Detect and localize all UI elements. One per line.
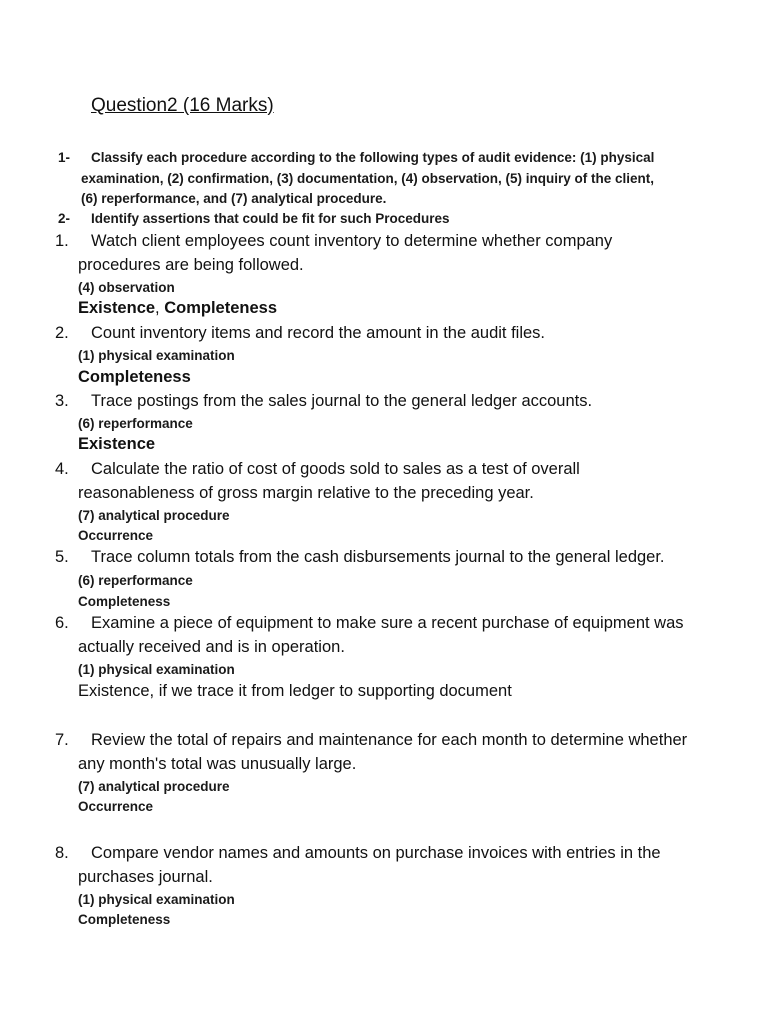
item-6-number: 6. <box>55 614 69 632</box>
item-4-line-2: reasonableness of gross margin relative to the preceding year. <box>78 484 534 502</box>
item-6-line-2: actually received and is in operation. <box>78 638 345 656</box>
item-1-line-2: procedures are being followed. <box>78 256 304 274</box>
item-7-line-1: Review the total of repairs and maintenance for each month to determine whether <box>91 731 688 749</box>
instruction-1-line-2: examination, (2) confirmation, (3) documentation, (4) observation, (5) inquiry of the client, <box>81 171 655 186</box>
item-8-line-1: Compare vendor names and amounts on purchase invoices with entries in the <box>91 844 661 862</box>
item-1-assertion-a: Existence <box>78 299 156 317</box>
item-5-number: 5. <box>55 548 69 566</box>
item-5-assertion: Completeness <box>78 594 171 609</box>
item-1-line-1: Watch client employees count inventory to determine whether company <box>91 232 613 250</box>
item-2-number: 2. <box>55 324 69 342</box>
instruction-2-line-1: Identify assertions that could be fit for such Procedures <box>91 211 450 226</box>
instruction-2-number: 2- <box>58 211 71 226</box>
item-4-line-1: Calculate the ratio of cost of goods sold to sales as a test of overall <box>91 460 580 478</box>
item-2-evidence: (1) physical examination <box>78 348 235 363</box>
item-3-number: 3. <box>55 392 69 410</box>
item-6-evidence: (1) physical examination <box>78 662 235 677</box>
instruction-1-number: 1- <box>58 150 71 165</box>
item-7-line-2: any month's total was unusually large. <box>78 755 357 773</box>
item-3-line-1: Trace postings from the sales journal to the general ledger accounts. <box>91 392 593 410</box>
item-8-assertion: Completeness <box>78 912 171 927</box>
item-2-line-1: Count inventory items and record the amount in the audit files. <box>91 324 545 342</box>
item-6-assertion: Existence, if we trace it from ledger to supporting document <box>78 682 512 700</box>
item-3-evidence: (6) reperformance <box>78 416 193 431</box>
item-7-number: 7. <box>55 731 69 749</box>
item-1-assertion <box>78 299 277 318</box>
item-5-line-1: Trace column totals from the cash disbursements journal to the general ledger. <box>91 548 665 566</box>
item-8-evidence: (1) physical examination <box>78 892 235 907</box>
instruction-1-line-3: (6) reperformance, and (7) analytical procedure. <box>81 191 387 206</box>
item-1-number: 1. <box>55 232 69 250</box>
item-3-assertion: Existence <box>78 435 156 453</box>
item-4-assertion: Occurrence <box>78 528 154 543</box>
item-4-number: 4. <box>55 460 69 478</box>
item-1-assertion-separator: , <box>155 299 165 317</box>
item-2-assertion: Completeness <box>78 368 191 386</box>
item-1-evidence: (4) observation <box>78 280 175 295</box>
item-7-evidence: (7) analytical procedure <box>78 779 230 794</box>
instruction-1-line-1: Classify each procedure according to the following types of audit evidence: (1) physical <box>91 150 655 165</box>
item-7-assertion: Occurrence <box>78 799 154 814</box>
item-1-assertion-b: Completeness <box>164 299 278 317</box>
item-4-evidence: (7) analytical procedure <box>78 508 230 523</box>
question-title: Question2 (16 Marks) <box>91 95 274 116</box>
item-8-number: 8. <box>55 844 69 862</box>
item-6-line-1: Examine a piece of equipment to make sure a recent purchase of equipment was <box>91 614 684 632</box>
item-5-evidence: (6) reperformance <box>78 573 193 588</box>
item-8-line-2: purchases journal. <box>78 868 213 886</box>
